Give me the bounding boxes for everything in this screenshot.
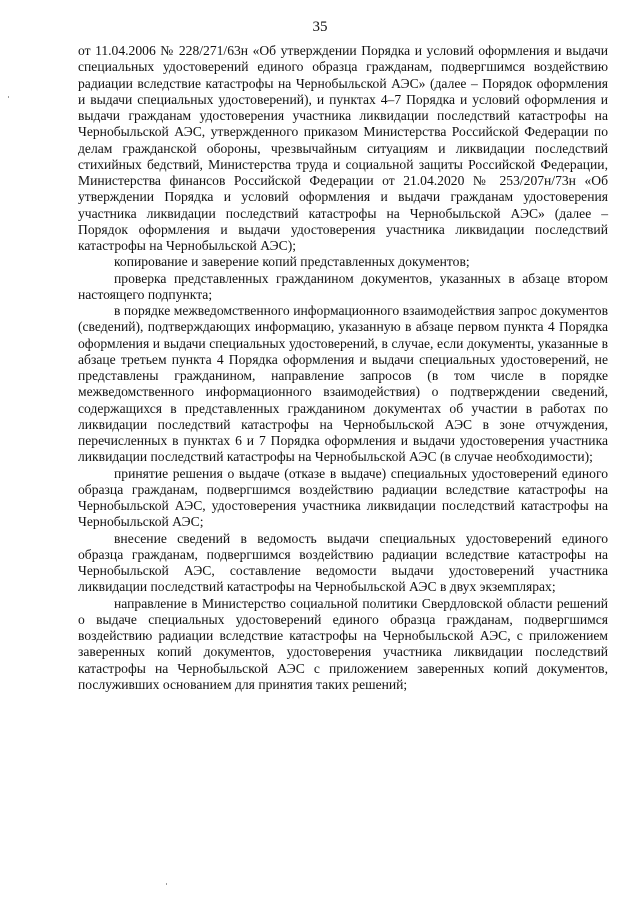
scan-speck (166, 883, 167, 885)
paragraph-copying: копирование и заверение копий представленных документов; (114, 254, 470, 270)
page-number: 35 (312, 19, 328, 35)
paragraph-interagency-request: в порядке межведомственного информационного взаимодействия запрос документов (сведений), подтверждающих информацию, указанную в абзаце первом пункта 4 Порядка оформления и выдачи специальных удостоверений, в случае, если документы, указанные в абзаце третьем пункта 4 Порядка оформления и выдачи специальных удостоверений, не представлены гражданином, направление запросов (в том числе в порядке межведомственного информационного взаимодействия) о подтверждении сведений, содержащихся в представленных гражданином документах об участии в работах по ликвидации последствий катастрофы на Чернобыльской АЭС в зоне отчуждения, перечисленных в пунктах 6 и 7 Порядка оформления и выдачи удостоверения участника ликвидации последствий катастрофы на Чернобыльской АЭС (в случае необходимости); (78, 303, 608, 465)
paragraph-submission: направление в Министерство социальной политики Свердловской области решений о выдаче специальных удостоверений единого образца гражданам, подвергшимся воздействию радиации вследствие катастрофы на Чернобыльской АЭС, с приложением заверенных копий документов, удостоверения участника ликвидации последствий катастрофы на Чернобыльской АЭС с приложением заверенных копий документов, послуживших основанием для принятия таких решений; (78, 595, 608, 692)
scan-speck (8, 96, 9, 98)
document-body (78, 43, 608, 693)
paragraph-verification: проверка представленных гражданином документов, указанных в абзаце втором настоящего подпункта; (78, 270, 608, 302)
paragraph-decision: принятие решения о выдаче (отказе в выдаче) специальных удостоверений единого образца гражданам, подвергшимся воздействию радиации вследствие катастрофы на Чернобыльской АЭС, удостоверения участника ликвидации последствий катастрофы на Чернобыльской АЭС; (78, 465, 608, 530)
paragraph-continuation: от 11.04.2006 № 228/271/63н «Об утверждении Порядка и условий оформления и выдачи специальных удостоверений единого образца гражданам, подвергшимся воздействию радиации вследствие катастрофы на Чернобыльской АЭС» (далее – Порядок оформления и выдачи специальных удостоверений), и пунктах 4–7 Порядка и условий оформления и выдачи гражданам удостоверения участника ликвидации последствий катастрофы на Чернобыльской АЭС, утвержденного приказом Министерства Российской Федерации по делам гражданской обороны, чрезвычайным ситуациям и ликвидации последствий стихийных бедствий, Министерства труда и социальной защиты Российской Федерации, Министерства финансов Российской Федерации от 21.04.2020 № 253/207н/73н «Об утверждении Порядка и условий оформления и выдачи гражданам удостоверения участника ликвидации последствий катастрофы на Чернобыльской АЭС» (далее – Порядок оформления и выдачи удостоверения участника ликвидации последствий катастрофы на Чернобыльской АЭС); (78, 43, 608, 253)
paragraph-register-entry: внесение сведений в ведомость выдачи специальных удостоверений единого образца гражданам, подвергшимся воздействию радиации вследствие катастрофы на Чернобыльской АЭС, составление ведомости выдачи удостоверений участника ликвидации последствий катастрофы на Чернобыльской АЭС в двух экземплярах; (78, 530, 608, 595)
